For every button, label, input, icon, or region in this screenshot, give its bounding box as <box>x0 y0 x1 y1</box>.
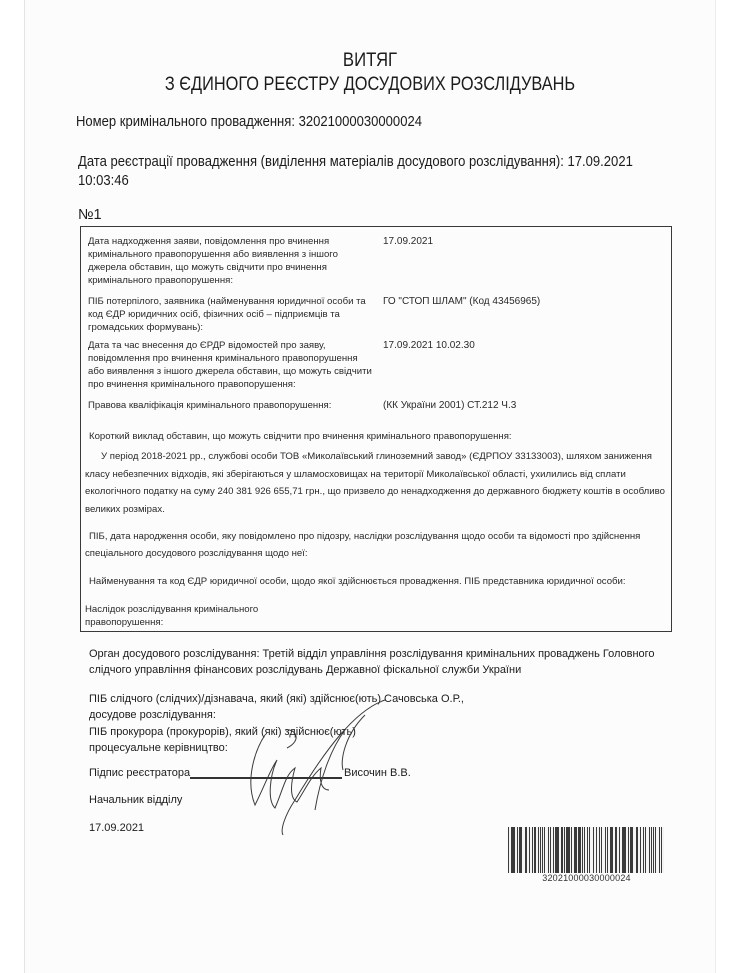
case-number: Номер кримінального провадження: 32021000030000024 <box>76 114 422 130</box>
handwritten-signature <box>225 690 395 840</box>
registration-date-line2: 10:03:46 <box>78 173 129 189</box>
result-heading-line1: Наслідок розслідування кримінального <box>85 604 259 615</box>
summary-heading: Короткий виклад обставин, що можуть свідчити про вчинення кримінального правопорушення: <box>89 431 512 442</box>
investigator-label-line1: ПІБ слідчого (слідчих)/дізнавача, який (які) здійснює(ють) <box>89 693 382 705</box>
prosecutor-label-line1: ПІБ прокурора (прокурорів), який (які) здійснює(ють) <box>89 726 356 738</box>
row-value-entry-datetime: 17.09.2021 10.02.30 <box>383 340 475 351</box>
suspect-heading: ПІБ, дата народження особи, яку повідомлено про підозру, наслідки розслідування щодо особи та відомості про здійснення спеціального досудового розслідування щодо неї: <box>85 531 641 559</box>
registrar-name: Височин В.В. <box>344 767 411 779</box>
legal-entity-heading: Найменування та код ЄДР юридичної особи, щодо якої здійснюється провадження. ПІБ представника юридичної особи: <box>89 576 626 587</box>
details-table <box>80 226 672 632</box>
organ-line1: Орган досудового розслідування: Третій відділ управління розслідування кримінальних проваджень Головного <box>89 648 655 660</box>
registration-date-line1: Дата реєстрації провадження (виділення матеріалів досудового розслідування): 17.09.2021 <box>78 154 633 170</box>
result-heading <box>85 603 665 629</box>
barcode <box>508 827 665 873</box>
barcode-number: 32021000030000024 <box>542 873 631 883</box>
row-value-received-date: 17.09.2021 <box>383 236 434 247</box>
document-subtitle: З ЄДИНОГО РЕЄСТРУ ДОСУДОВИХ РОЗСЛІДУВАНЬ <box>164 74 576 95</box>
investigator-name: Сачовська О.Р., <box>384 693 464 705</box>
row-label-qualification: Правова кваліфікація кримінального правопорушення: <box>88 400 332 411</box>
registration-date <box>78 153 633 191</box>
investigation-body <box>89 646 669 678</box>
result-heading-line2: правопорушення: <box>85 617 164 628</box>
document-title: ВИТЯГ <box>342 50 398 71</box>
row-value-applicant: ГО "СТОП ШЛАМ" (Код 43456965) <box>383 296 541 307</box>
row-label-applicant: ПІБ потерпілого, заявника (найменування юридичної особи та код ЄДР юридичних осіб, фізичних осіб – підприємців та громадських формувань): <box>88 296 366 333</box>
entry-number: №1 <box>78 207 102 223</box>
organ-line2: слідчого управління фінансових розслідувань Державної фіскальної служби України <box>89 664 522 676</box>
head-of-department-label: Начальник відділу <box>89 794 183 806</box>
document-date: 17.09.2021 <box>89 822 145 834</box>
barcode-gap <box>662 827 664 873</box>
registrar-label: Підпис реєстратора <box>89 767 191 779</box>
prosecutor-label-line2: процесуальне керівництво: <box>89 742 228 754</box>
row-label-received-date: Дата надходження заяви, повідомлення про вчинення кримінального правопорушення або виявлення з іншого джерела обставин, що можуть свідчити про вчинення кримінального правопорушення: <box>88 236 338 286</box>
summary-text: У період 2018-2021 рр., службові особи ТОВ «Миколаївський глиноземний завод» (ЄДРПОУ 33133003), шляхом заниження класу небезпечних відходів, які зберігаються у шламосховищах на території Миколаївської області, ухилились від сплати екологічного податку на суму 240 381 926 655,71 грн., що призвело до ненадходження до державного бюджету коштів в особливо великих розмірах. <box>85 451 665 515</box>
row-label-entry-datetime: Дата та час внесення до ЄРДР відомостей про заяву, повідомлення про вчинення кримінального правопорушення або виявлення з іншого джерела обставин, що можуть свідчити про вчинення кримінального правопорушення: <box>88 340 372 390</box>
investigator-label-line2: досудове розслідування: <box>89 709 216 721</box>
row-value-qualification: (КК України 2001) СТ.212 Ч.3 <box>383 400 517 411</box>
